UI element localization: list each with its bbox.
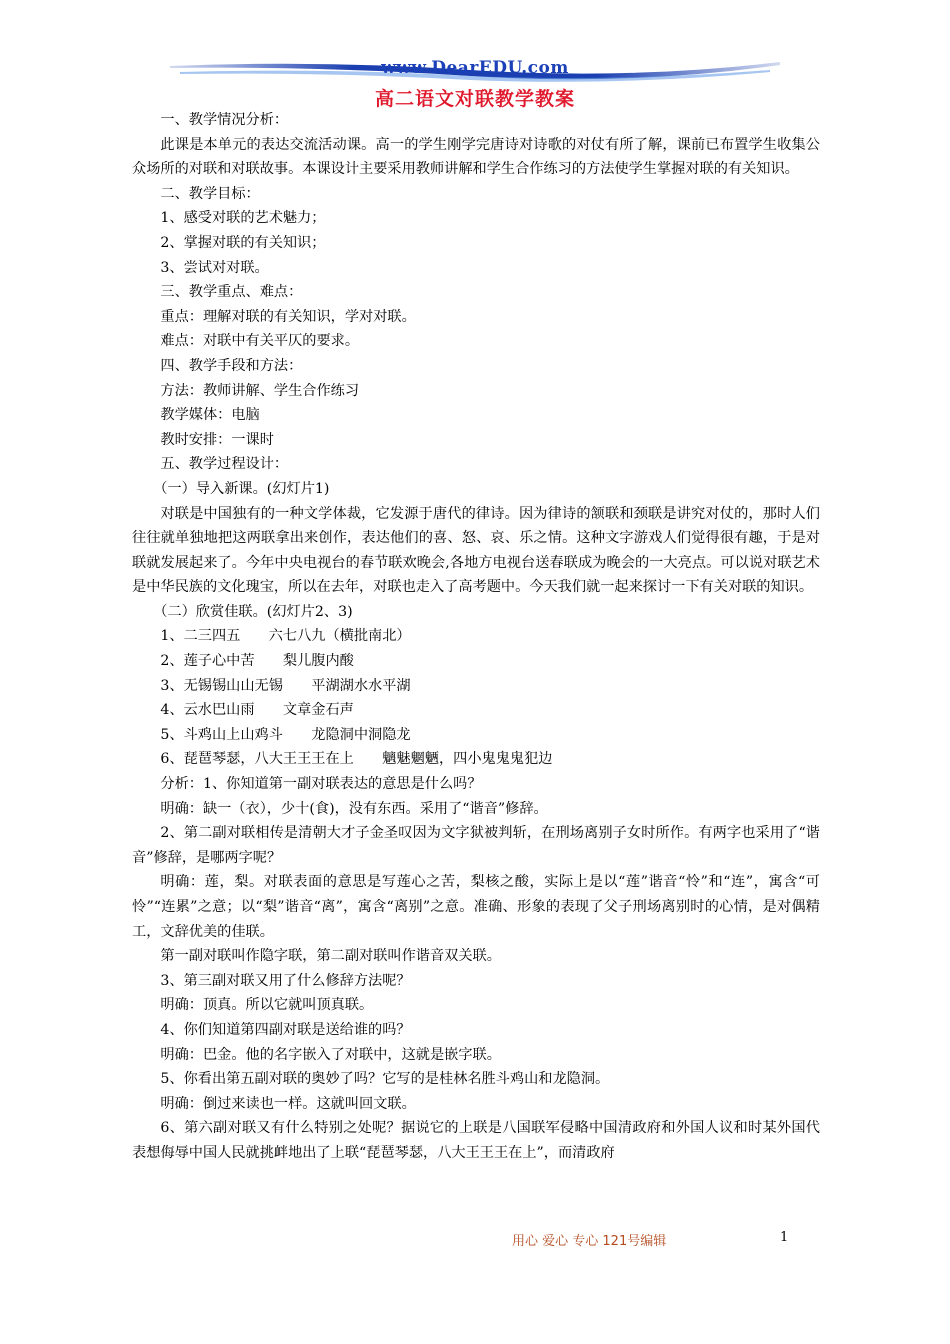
paragraph: 2、莲子心中苦 梨儿腹内酸 (160, 653, 354, 670)
paragraph: 明确：倒过来读也一样。这就叫回文联。 (160, 1095, 416, 1112)
document-body (132, 108, 820, 1166)
page-title: 高二语文对联教学教案 (374, 88, 575, 110)
paragraph: 四、教学手段和方法： (160, 357, 303, 374)
paragraph: 1、二三四五 六七八九（横批南北） (160, 628, 411, 645)
paragraph: 4、云水巴山雨 文章金石声 (160, 702, 354, 719)
paragraph: 此课是本单元的表达交流活动课。高一的学生刚学完唐诗对诗歌的对仗有所了解，课前已布置学生收集公众场所的对联和对联故事。本课设计主要采用教师讲解和学生合作练习的方法使学生掌握对联的有关知识。 (132, 136, 820, 178)
page-number: 1 (780, 1230, 789, 1245)
paragraph: 三、教学重点、难点： (160, 284, 303, 301)
paragraph: 难点：对联中有关平仄的要求。 (160, 333, 360, 350)
paragraph: 明确：顶真。所以它就叫顶真联。 (160, 997, 374, 1014)
site-logo-text: www.DearEDU.com (381, 58, 569, 78)
paragraph: （二）欣赏佳联。(幻灯片2、3) (153, 603, 353, 620)
paragraph: 第一副对联叫作隐字联，第二副对联叫作谐音双关联。 (160, 948, 501, 965)
paragraph: 对联是中国独有的一种文学体裁，它发源于唐代的律诗。因为律诗的颔联和颈联是讲究对仗的，那时人们往往就单独地把这两联拿出来创作，表达他们的喜、怒、哀、乐之情。这种文字游戏人们觉得很有趣，于是对联就发展起来了。今年中央电视台的春节联欢晚会,各地方电视台送春联成为晚会的一大亮点。可以说对联艺术是中华民族的文化瑰宝，所以在去年，对联也走入了高考题中。今天我们就一起来探讨一下有关对联的知识。 (132, 505, 820, 596)
paragraph: 方法：教师讲解、学生合作练习 (160, 382, 360, 399)
paragraph: 5、斗鸡山上山鸡斗 龙隐洞中洞隐龙 (160, 726, 411, 743)
paragraph: 一、教学情况分析： (160, 112, 289, 128)
paragraph: 分析：1、你知道第一副对联表达的意思是什么吗？ (160, 776, 482, 793)
paragraph: 重点：理解对联的有关知识，学对对联。 (160, 308, 416, 325)
paragraph: 4、你们知道第四副对联是送给谁的吗？ (160, 1021, 411, 1038)
paragraph: 教时安排：一课时 (160, 431, 274, 448)
paragraph: 明确：缺一（衣），少十(食)，没有东西。采用了“谐音”修辞。 (160, 800, 548, 817)
paragraph: 教学媒体：电脑 (160, 407, 260, 424)
paragraph: 五、教学过程设计： (160, 456, 289, 473)
paragraph: 6、第六副对联又有什么特别之处呢？据说它的上联是八国联军侵略中国清政府和外国人议和时某外国代表想侮辱中国人民就挑衅地出了上联“琵琶琴瑟，八大王王王在上”，而清政府 (132, 1120, 820, 1161)
paragraph: 3、无锡锡山山无锡 平湖湖水水平湖 (160, 677, 411, 694)
paragraph: 3、尝试对对联。 (160, 259, 269, 276)
paragraph: 1、感受对联的艺术魅力； (160, 210, 326, 227)
paragraph: 2、掌握对联的有关知识； (160, 234, 326, 251)
footer-text: 用心 爱心 专心 121号编辑 (512, 1234, 667, 1249)
paragraph: 5、你看出第五副对联的奥妙了吗？它写的是桂林名胜斗鸡山和龙隐洞。 (160, 1071, 610, 1088)
paragraph: （一）导入新课。(幻灯片1) (153, 480, 330, 497)
paragraph: 明确：莲，梨。对联表面的意思是写莲心之苦，梨核之酸，实际上是以“莲”谐音“怜”和“连”，寓含“可怜”“连累”之意；以“梨”谐音“离”，寓含“离别”之意。准确、形象的表现了父子刑场离别时的心情，是对偶精工，文辞优美的佳联。 (132, 874, 820, 940)
paragraph: 6、琵琶琴瑟，八大王王王在上 魑魅魍魉，四小鬼鬼鬼犯边 (160, 751, 553, 768)
paragraph: 3、第三副对联又用了什么修辞方法呢？ (160, 972, 411, 989)
paragraph: 明确：巴金。他的名字嵌入了对联中，这就是嵌字联。 (160, 1046, 501, 1063)
paragraph: 二、教学目标： (160, 185, 260, 202)
paragraph: 2、第二副对联相传是清朝大才子金圣叹因为文字狱被判斩，在刑场离别子女时所作。有两字也采用了“谐音”修辞，是哪两字呢？ (132, 825, 820, 866)
